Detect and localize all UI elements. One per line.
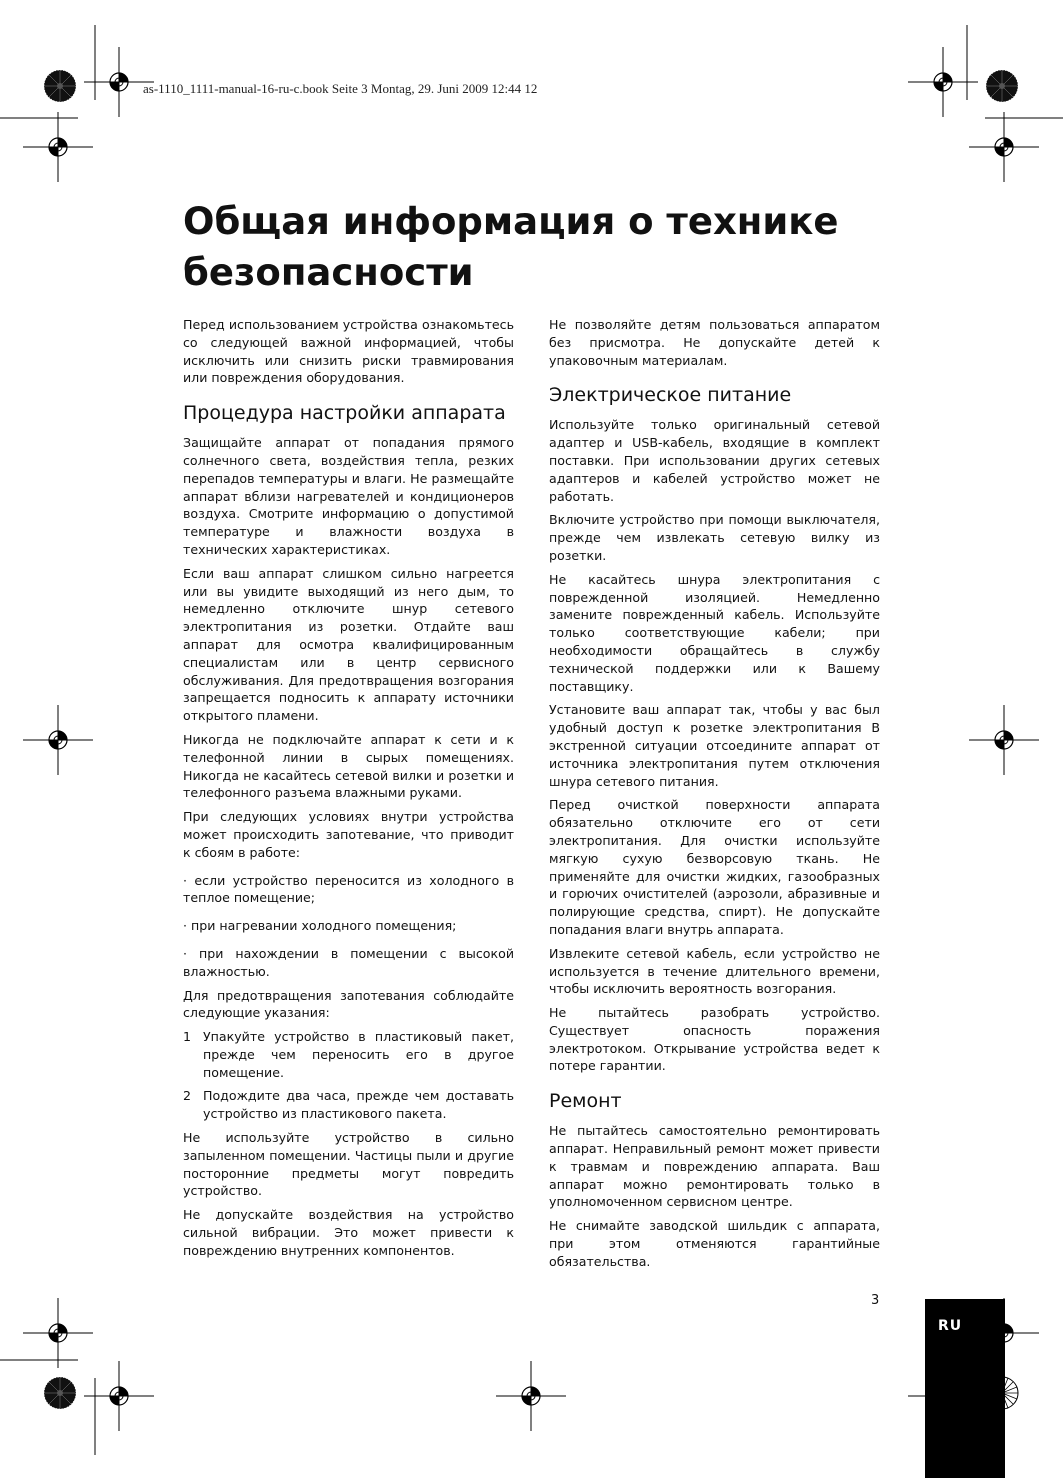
- paragraph: Не пытайтесь самостоятельно ремонтировать аппарат. Неправильный ремонт может привести к травмам и повреждению аппарата. Ваш аппарат можно ремонтировать только в уполномоченном сервисном центре.: [549, 1123, 880, 1210]
- paragraph: Не касайтесь шнура электропитания с поврежденной изоляцией. Немедленно замените поврежденный кабель. Используйте только соответствующие кабели; при необходимости обращайтесь в службу технической поддержки или к Вашему поставщику.: [549, 571, 880, 694]
- section-heading-power: Электрическое питание: [549, 384, 792, 407]
- paragraph: Для предотвращения запотевания соблюдайте следующие указания:: [183, 987, 514, 1021]
- page-number: 3: [871, 1293, 880, 1308]
- bullet-item: · при нагревании холодного помещения;: [183, 918, 457, 934]
- paragraph: Включите устройство при помощи выключателя, прежде чем извлекать сетевую вилку из розетки.: [549, 512, 880, 563]
- step-number: 2: [183, 1088, 192, 1104]
- language-tab-label: RU: [938, 1318, 963, 1334]
- page-title: Общая информация о технике безопасности: [183, 200, 839, 294]
- paragraph: Защищайте аппарат от попадания прямого солнечного света, воздействия тепла, резких перепадов температуры и влаги. Не размещайте аппарат вблизи нагревателей и кондиционеров воздуха. Смотрите информацию о допустимой температуре и влажности воздуха в технических характеристиках.: [183, 435, 514, 557]
- numbered-step: [183, 1087, 514, 1123]
- step-text: Подождите два часа, прежде чем доставать устройство из пластикового пакета.: [203, 1088, 514, 1122]
- bullet-item: · если устройство переносится из холодного в теплое помещение;: [183, 872, 514, 906]
- step-text: Упакуйте устройство в пластиковый пакет, прежде чем переносить его в другое помещение.: [203, 1029, 514, 1080]
- numbered-step: [183, 1028, 514, 1081]
- paragraph: При следующих условиях внутри устройства может происходить запотевание, что приводит к сбоям в работе:: [183, 809, 514, 860]
- paragraph: Перед очисткой поверхности аппарата обязательно отключите его от сети электропитания. Для очистки используйте мягкую сухую безворсовую ткань. Не применяйте для очистки жидких, газообразных и горючих очистителей (аэрозоли, абразивные и полирующие средства, спирт). Не допускайте попадания влаги внутрь аппарата.: [549, 797, 880, 937]
- paragraph: Если ваш аппарат слишком сильно нагреется или вы увидите выходящий из него дым, то немедленно отключите шнур сетевого электропитания из розетки. Отдайте ваш аппарат для осмотра квалифицированным специалистам или в центр сервисного обслуживания. Для предотвращения возгорания запрещается подносить к аппарату источники открытого пламени.: [183, 565, 514, 724]
- paragraph: Не пытайтесь разобрать устройство. Существует опасность поражения электротоком. Открывание устройства ведет к потере гарантии.: [549, 1005, 880, 1074]
- paragraph: Никогда не подключайте аппарат к сети и к телефонной линии в сырых помещениях. Никогда не касайтесь сетевой вилки и розетки и телефонного разъема влажными руками.: [183, 731, 514, 801]
- step-number: 1: [183, 1029, 192, 1045]
- right-column: [549, 316, 880, 1277]
- section-heading-setup: Процедура настройки аппарата: [183, 402, 506, 425]
- bullet-item: · при нахождении в помещении с высокой влажностью.: [183, 945, 514, 979]
- print-slug: as-1110_1111-manual-16-ru-c.book Seite 3 Montag, 29. Juni 2009 12:44 12: [143, 81, 538, 96]
- paragraph: Не используйте устройство в сильно запыленном помещении. Частицы пыли и другие посторонние предметы могут повредить устройство.: [183, 1130, 514, 1199]
- left-column: [183, 316, 514, 1266]
- paragraph: Не снимайте заводской шильдик с аппарата, при этом отменяются гарантийные обязательства.: [549, 1218, 880, 1269]
- intro-paragraph: Перед использованием устройства ознакомьтесь со следующей важной информацией, чтобы исключить или снизить риски травмирования или повреждения оборудования.: [183, 317, 514, 386]
- paragraph: Не позволяйте детям пользоваться аппаратом без присмотра. Не допускайте детей к упаковочным материалам.: [549, 317, 880, 368]
- paragraph: Установите ваш аппарат так, чтобы у вас был удобный доступ к розетке электропитания В экстренной ситуации отсоедините аппарат от источника электропитания путем отключения шнура сетевого питания.: [549, 702, 880, 789]
- section-heading-repair: Ремонт: [549, 1090, 622, 1113]
- paragraph: Не допускайте воздействия на устройство сильной вибрации. Это может привести к повреждению внутренних компонентов.: [183, 1207, 514, 1258]
- paragraph: Используйте только оригинальный сетевой адаптер и USB-кабель, входящие в комплект поставки. При использовании других сетевых адаптеров и кабелей устройство может не работать.: [549, 417, 880, 504]
- language-tab: [925, 1299, 1005, 1478]
- paragraph: Извлеките сетевой кабель, если устройство не используется в течение длительного времени, чтобы исключить вероятность возгорания.: [549, 945, 880, 997]
